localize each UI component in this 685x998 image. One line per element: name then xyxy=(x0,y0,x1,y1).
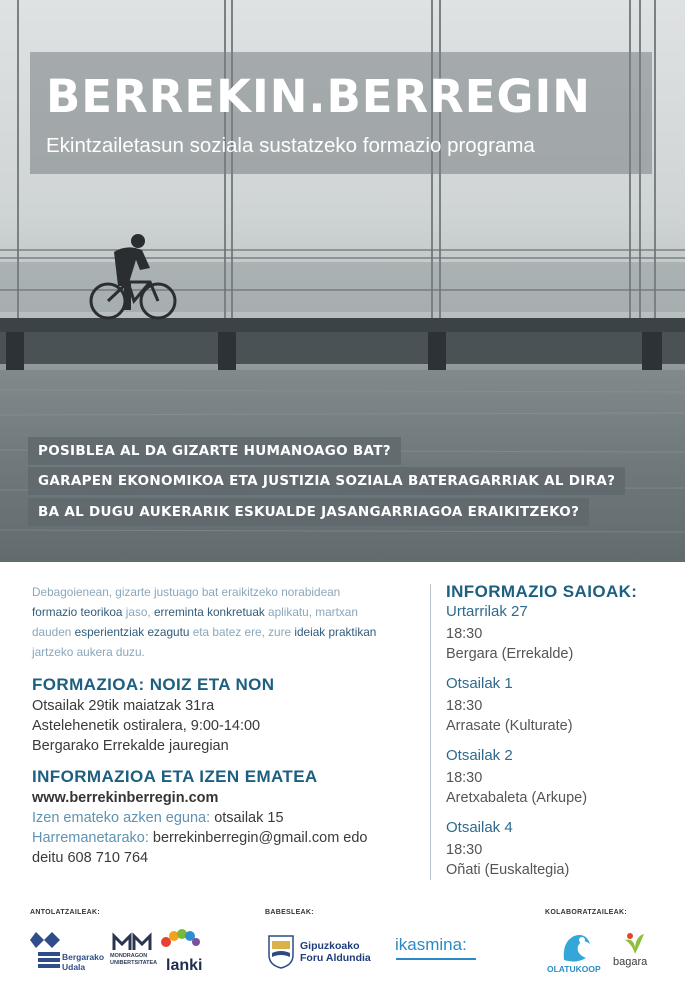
ikasmina-underline xyxy=(396,958,476,960)
lanki-logo-text: lanki xyxy=(166,957,203,974)
session-time: 18:30 xyxy=(446,626,483,642)
formazioa-place: Bergarako Errekalde jauregian xyxy=(32,738,229,754)
session-place: Arrasate (Kulturate) xyxy=(446,718,573,734)
olatukoop-wave-icon xyxy=(556,930,596,964)
intro-highlight: formazio teorikoa xyxy=(32,605,123,619)
session-time: 18:30 xyxy=(446,770,483,786)
session-date: Urtarrilak 27 xyxy=(446,603,528,620)
deadline-label: Izen emateko azken eguna: xyxy=(32,810,215,826)
intro-text: eta batez ere, zure xyxy=(189,625,295,639)
website-link[interactable]: www.berrekinberregin.com xyxy=(32,790,219,806)
question-2: GARAPEN EKONOMIKOA ETA JUSTIZIA SOZIALA BATERAGARRIAK AL DIRA? xyxy=(28,467,625,495)
session-time: 18:30 xyxy=(446,842,483,858)
bagara-leaf-icon xyxy=(622,930,648,956)
intro-text: aplikatu, martxan xyxy=(264,605,358,619)
intro-text: jaso, xyxy=(122,605,154,619)
session-place: Aretxabaleta (Arkupe) xyxy=(446,790,588,806)
gipuzkoa-logo-text-1: Gipuzkoako xyxy=(300,940,360,952)
formazioa-heading: FORMAZIOA: NOIZ ETA NON xyxy=(32,675,275,694)
info-column xyxy=(32,582,424,868)
session-date: Otsailak 4 xyxy=(446,819,513,836)
gipuzkoa-logo-text-2: Foru Aldundia xyxy=(300,952,371,964)
contact-email[interactable]: berrekinberregin@gmail.com edo xyxy=(152,830,368,846)
session-item xyxy=(446,602,666,664)
mondragon-logo-text: MONDRAGON UNIBERTSITATEA xyxy=(110,953,158,966)
deadline-line xyxy=(32,808,424,828)
gipuzkoa-shield-icon xyxy=(268,935,294,969)
intro-highlight: esperientziak ezagutu xyxy=(74,625,190,639)
olatukoop-logo-text: OLATUKOOP xyxy=(547,964,601,974)
session-item xyxy=(446,818,666,880)
intro-text: dauden xyxy=(32,625,75,639)
intro-line-2 xyxy=(32,602,424,622)
session-item xyxy=(446,746,666,808)
babesleak-label: BABESLEAK: xyxy=(265,909,314,916)
column-divider xyxy=(430,584,431,880)
lanki-logo-icon xyxy=(160,928,200,954)
poster-subtitle: Ekintzailetasun soziala sustatzeko formazio programa xyxy=(46,134,535,157)
contact-label: Harremanetarako: xyxy=(32,830,153,846)
intro-line-4: jartzeko aukera duzu. xyxy=(32,645,145,659)
question-3: BA AL DUGU AUKERARIK ESKUALDE JASANGARRIAGOA ERAIKITZEKO? xyxy=(28,498,589,526)
antolatzaileak-label: ANTOLATZAILEAK: xyxy=(30,909,100,916)
intro-highlight: erreminta konkretuak xyxy=(153,605,265,619)
question-1: POSIBLEA AL DA GIZARTE HUMANOAGO BAT? xyxy=(28,437,401,465)
phone-line: deitu 608 710 764 xyxy=(32,850,149,866)
ikasmina-logo-text: ikasmina: xyxy=(395,935,467,954)
session-time: 18:30 xyxy=(446,698,483,714)
kolaboratzaileak-label: KOLABORATZAILEAK: xyxy=(545,909,627,916)
contact-line xyxy=(32,828,424,848)
bergara-logo-text: Bergarako Udala xyxy=(62,952,105,972)
formazioa-hours: Astelehenetik ostiralera, 9:00-14:00 xyxy=(32,718,261,734)
intro-paragraph xyxy=(32,582,424,662)
session-date: Otsailak 1 xyxy=(446,675,513,692)
intro-highlight: ideiak praktikan xyxy=(294,625,377,639)
bagara-logo-text: bagara xyxy=(613,956,648,968)
informazioa-heading: INFORMAZIOA ETA IZEN EMATEA xyxy=(32,767,318,786)
sessions-column xyxy=(446,582,666,880)
mondragon-logo-icon xyxy=(112,932,154,952)
deadline-value: otsailak 15 xyxy=(214,810,284,826)
formazioa-dates: Otsailak 29tik maiatzak 31ra xyxy=(32,698,215,714)
session-date: Otsailak 2 xyxy=(446,747,513,764)
session-place: Bergara (Errekalde) xyxy=(446,646,574,662)
intro-line-3 xyxy=(32,622,424,642)
title-box xyxy=(30,52,652,174)
intro-line-1: Debagoienean, gizarte justuago bat eraikitzeko norabidean xyxy=(32,585,341,599)
poster-title: BERREKIN.BERREGIN xyxy=(46,70,591,123)
session-place: Oñati (Euskaltegia) xyxy=(446,862,570,878)
session-item xyxy=(446,674,666,736)
saioak-heading: INFORMAZIO SAIOAK: xyxy=(446,582,638,601)
